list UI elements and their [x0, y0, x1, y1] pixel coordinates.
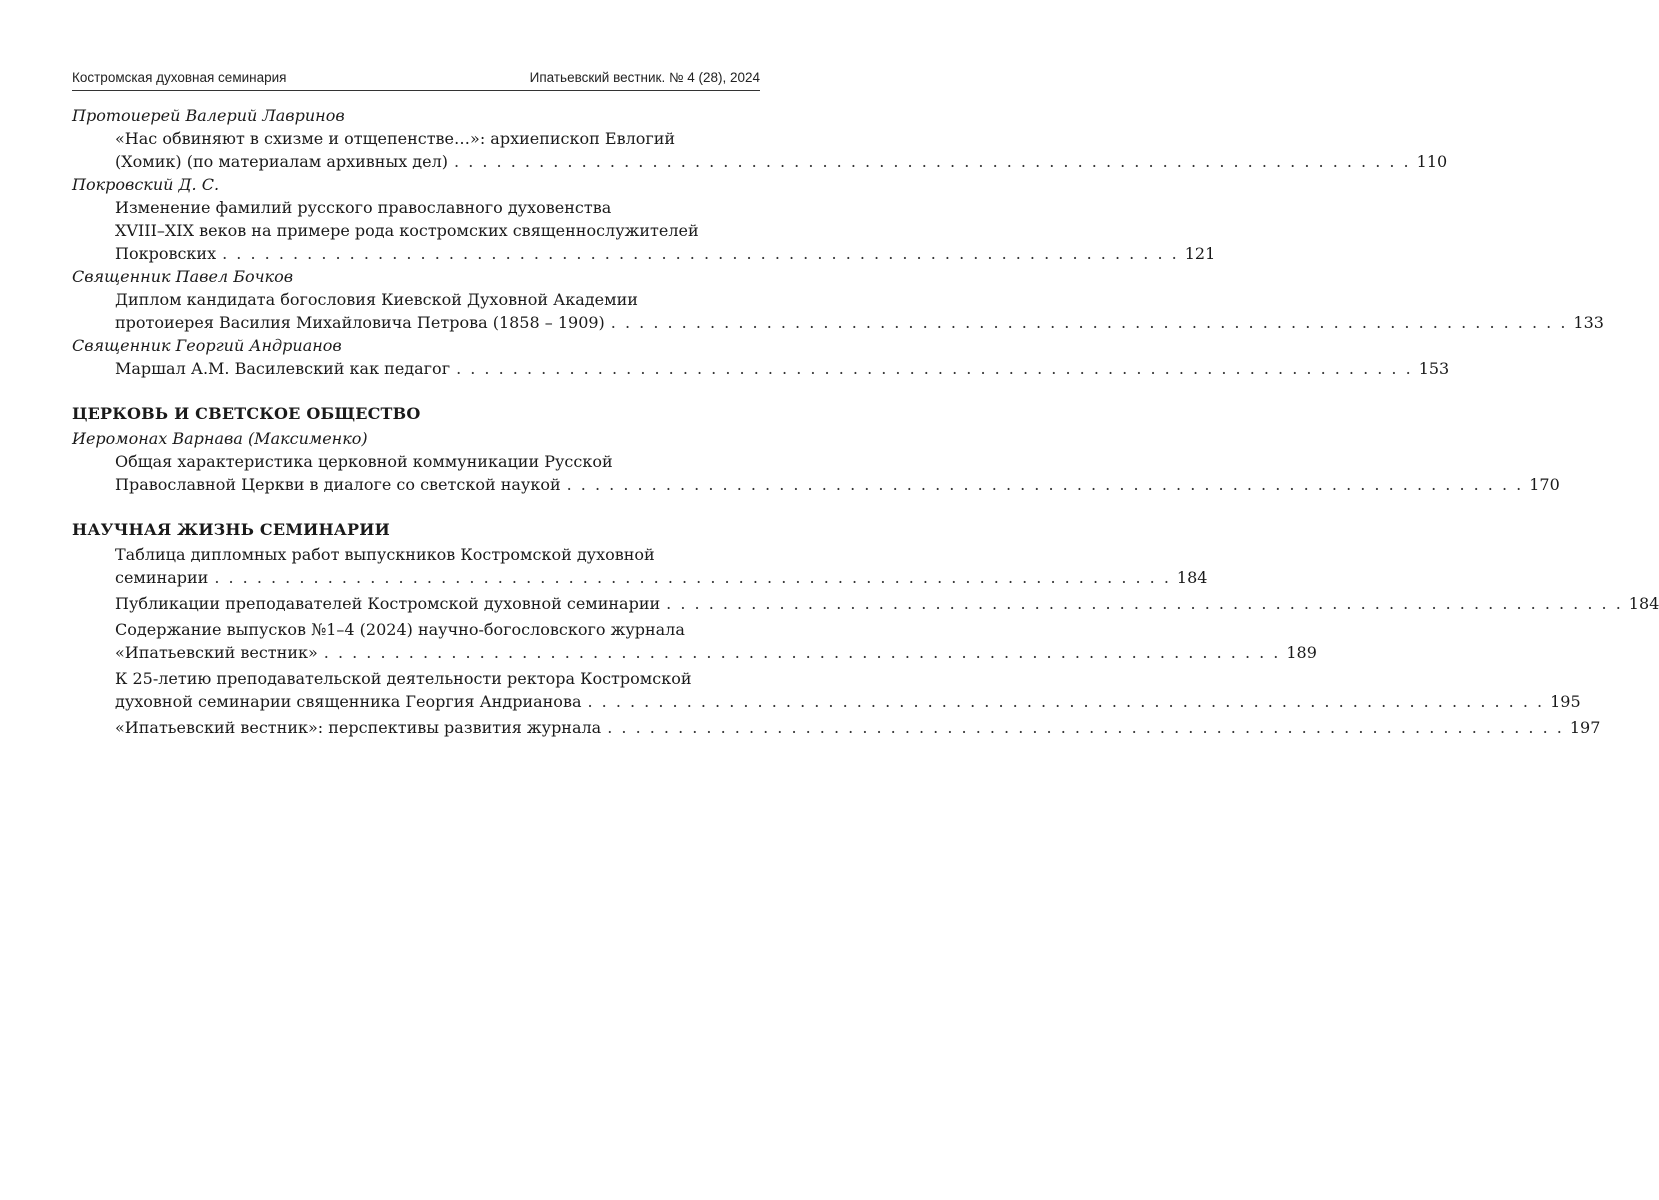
toc-page-number: 189 — [1286, 643, 1317, 662]
toc-entry-title-line: Маршал А.М. Василевский как педагог — [115, 359, 451, 378]
toc-entry-title-line: (Хомик) (по материалам архивных дел) — [115, 152, 449, 171]
toc-author: Иеромонах Варнава (Максименко) — [72, 429, 368, 448]
toc-leader-dots: . . . . . . . . . . . . . . . . . . . . . . . . . . . . . . . . . . . . . . . . . . . . . . . . . . . . . . . . . . . . . . . . . . . . — [566, 475, 1524, 494]
toc-entry-title-line: Изменение фамилий русского православного духовенства — [115, 198, 612, 217]
toc-entry-title-line: семинарии — [115, 568, 209, 587]
toc-leader-dots: . . . . . . . . . . . . . . . . . . . . . . . . . . . . . . . . . . . . . . . . . . . . . . . . . . . . . . . . . . . . . . . . . . . . — [456, 359, 1413, 378]
toc-entry-title-line: XVIII–XIX веков на примере рода костромских священнослужителей — [115, 221, 699, 240]
toc-entry-title-line: Таблица дипломных работ выпускников Костромской духовной — [115, 545, 655, 564]
toc-entry-title-line: Покровских — [115, 244, 217, 263]
toc-leader-dots: . . . . . . . . . . . . . . . . . . . . . . . . . . . . . . . . . . . . . . . . . . . . . . . . . . . . . . . . . . . . . . . . . . . . — [222, 244, 1179, 263]
toc-author: Покровский Д. С. — [72, 175, 220, 194]
toc-page-number: 110 — [1416, 152, 1448, 171]
toc-page-number: 153 — [1418, 359, 1450, 378]
table-of-contents — [72, 104, 1659, 739]
toc-entry-title-line: «Нас обвиняют в схизме и отщепенстве…»: архиепископ Евлогий — [115, 129, 676, 148]
toc-page-number: 133 — [1573, 313, 1604, 332]
toc-entry[interactable] — [72, 288, 1604, 334]
toc-page-number: 121 — [1184, 244, 1216, 263]
section-title: НАУЧНАЯ ЖИЗНЬ СЕМИНАРИИ — [72, 520, 390, 539]
toc-entry-title-line: Публикации преподавателей Костромской духовной семинарии — [115, 594, 661, 613]
toc-page-number: 184 — [1176, 568, 1208, 587]
toc-entry[interactable] — [72, 357, 1450, 380]
toc-leader-dots: . . . . . . . . . . . . . . . . . . . . . . . . . . . . . . . . . . . . . . . . . . . . . . . . . . . . . . . . . . . . . . . . . . . . — [454, 152, 1411, 171]
toc-entry-title-line: Содержание выпусков №1–4 (2024) научно-богословского журнала — [115, 620, 685, 639]
toc-entry[interactable] — [72, 127, 1448, 173]
toc-leader-dots: . . . . . . . . . . . . . . . . . . . . . . . . . . . . . . . . . . . . . . . . . . . . . . . . . . . . . . . . . . . . . . . . . . . . — [323, 643, 1281, 662]
toc-author: Священник Павел Бочков — [72, 267, 294, 286]
toc-leader-dots: . . . . . . . . . . . . . . . . . . . . . . . . . . . . . . . . . . . . . . . . . . . . . . . . . . . . . . . . . . . . . . . . . . . . — [607, 718, 1564, 737]
toc-entry-title-line: протоиерея Василия Михайловича Петрова (1858 – 1909) — [115, 313, 605, 332]
toc-leader-dots: . . . . . . . . . . . . . . . . . . . . . . . . . . . . . . . . . . . . . . . . . . . . . . . . . . . . . . . . . . . . . . . . . . . . — [214, 568, 1171, 587]
header-left: Костромская духовная семинария — [72, 70, 287, 85]
toc-author: Священник Георгий Андрианов — [72, 336, 342, 355]
toc-entry-title-line: Диплом кандидата богословия Киевской Духовной Академии — [115, 290, 638, 309]
toc-entry[interactable] — [72, 543, 1208, 589]
toc-page-number: 195 — [1550, 692, 1581, 711]
toc-page-number: 197 — [1569, 718, 1601, 737]
toc-entry-title-line: К 25-летию преподавательской деятельности ректора Костромской — [115, 669, 692, 688]
toc-entry-title-line: «Ипатьевский вестник» — [115, 643, 318, 662]
toc-entry[interactable] — [72, 592, 1659, 615]
toc-entry[interactable] — [72, 618, 1317, 664]
toc-leader-dots: . . . . . . . . . . . . . . . . . . . . . . . . . . . . . . . . . . . . . . . . . . . . . . . . . . . . . . . . . . . . . . . . . . . . — [610, 313, 1568, 332]
toc-entry[interactable] — [72, 450, 1560, 496]
toc-page-number: 184 — [1628, 594, 1659, 613]
header-rule — [72, 90, 760, 91]
toc-page-number: 170 — [1529, 475, 1560, 494]
section-title: ЦЕРКОВЬ И СВЕТСКОЕ ОБЩЕСТВО — [72, 404, 421, 423]
toc-leader-dots: . . . . . . . . . . . . . . . . . . . . . . . . . . . . . . . . . . . . . . . . . . . . . . . . . . . . . . . . . . . . . . . . . . . . — [666, 594, 1623, 613]
toc-entry-title-line: духовной семинарии священника Георгия Андрианова — [115, 692, 582, 711]
toc-entry[interactable] — [72, 667, 1581, 713]
toc-entry[interactable] — [72, 716, 1601, 739]
toc-entry-title-line: Общая характеристика церковной коммуникации Русской — [115, 452, 613, 471]
toc-entry[interactable] — [72, 196, 1216, 265]
toc-leader-dots: . . . . . . . . . . . . . . . . . . . . . . . . . . . . . . . . . . . . . . . . . . . . . . . . . . . . . . . . . . . . . . . . . . . . — [587, 692, 1545, 711]
toc-author: Протоиерей Валерий Лавринов — [72, 106, 345, 125]
toc-entry-title-line: «Ипатьевский вестник»: перспективы развития журнала — [115, 718, 602, 737]
toc-entry-title-line: Православной Церкви в диалоге со светской наукой — [115, 475, 561, 494]
header-right: Ипатьевский вестник. № 4 (28), 2024 — [529, 70, 760, 85]
running-header — [72, 70, 760, 85]
